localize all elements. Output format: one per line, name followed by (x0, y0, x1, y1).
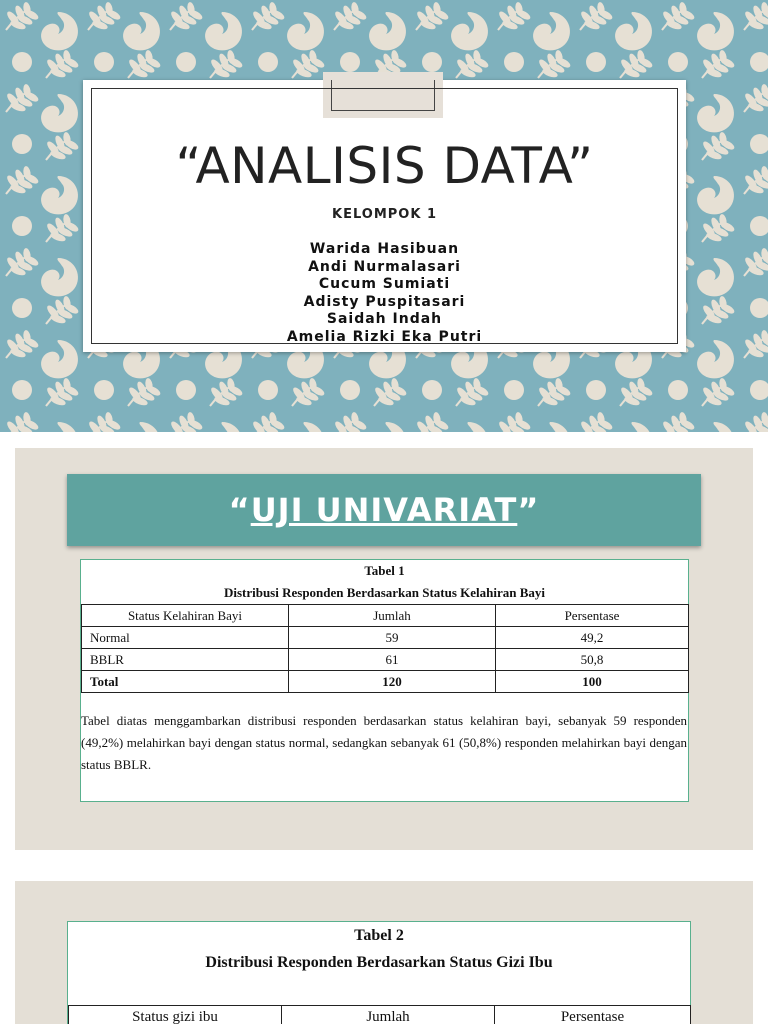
column-header: Jumlah (282, 1006, 495, 1024)
table2 (68, 1005, 691, 1024)
table2-frame (67, 921, 691, 1024)
univariate-slide (15, 448, 753, 850)
table-header-row (82, 605, 689, 627)
table-cell: BBLR (82, 649, 289, 671)
group-subtitle: KELOMPOK 1 (332, 207, 437, 222)
table1 (81, 604, 689, 693)
presentation-title: “ANALISIS DATA” (175, 137, 594, 195)
table1-frame (80, 559, 689, 802)
member-name: Adisty Puspitasari (303, 293, 466, 310)
table-total-row (82, 671, 689, 693)
column-header: Status Kelahiran Bayi (82, 605, 289, 627)
column-header: Status gizi ibu (69, 1006, 282, 1024)
member-name: Warida Hasibuan (309, 241, 460, 257)
table-row (82, 649, 689, 671)
table1-number: Tabel 1 (364, 563, 405, 578)
table1-description: Tabel diatas menggambarkan distribusi responden berdasarkan status kelahiran bayi, sebanyak 59 responden (49,2%) melahirkan bayi dengan status normal, sedangkan sebanyak 61 (50,8%) responden melahirkan bayi dengan status BBLR. (81, 713, 687, 772)
table-cell: Normal (82, 627, 289, 649)
table-cell: Total (82, 671, 289, 693)
table2-slide (15, 881, 753, 1024)
table-cell: 49,2 (496, 627, 689, 649)
table-cell: 100 (496, 671, 689, 693)
member-name: Saidah Indah (326, 311, 443, 327)
table2-title: Distribusi Responden Berdasarkan Status Gizi Ibu (205, 954, 553, 971)
column-header: Jumlah (289, 605, 496, 627)
member-name: Andi Nurmalasari (308, 258, 461, 275)
column-header: Persentase (496, 605, 689, 627)
title-card (83, 80, 686, 352)
table2-number: Tabel 2 (354, 927, 404, 944)
table-cell: 59 (289, 627, 496, 649)
table1-caption (81, 560, 688, 604)
table-cell: 120 (289, 671, 496, 693)
table-cell: 50,8 (496, 649, 689, 671)
section-banner-title: UJI UNIVARIAT (250, 491, 518, 529)
table2-caption (68, 922, 690, 976)
table-row (82, 627, 689, 649)
title-slide (0, 0, 768, 432)
title-card-frame (91, 88, 678, 344)
column-header: Persentase (495, 1006, 691, 1024)
member-name: Amelia Rizki Eka Putri (286, 328, 483, 344)
table-cell: 61 (289, 649, 496, 671)
member-name: Cucum Sumiati (318, 276, 451, 292)
section-banner: “UJI UNIVARIAT” (67, 474, 701, 546)
table-header-row (69, 1006, 691, 1024)
table1-title: Distribusi Responden Berdasarkan Status Kelahiran Bayi (223, 585, 546, 600)
member-list (92, 241, 677, 344)
